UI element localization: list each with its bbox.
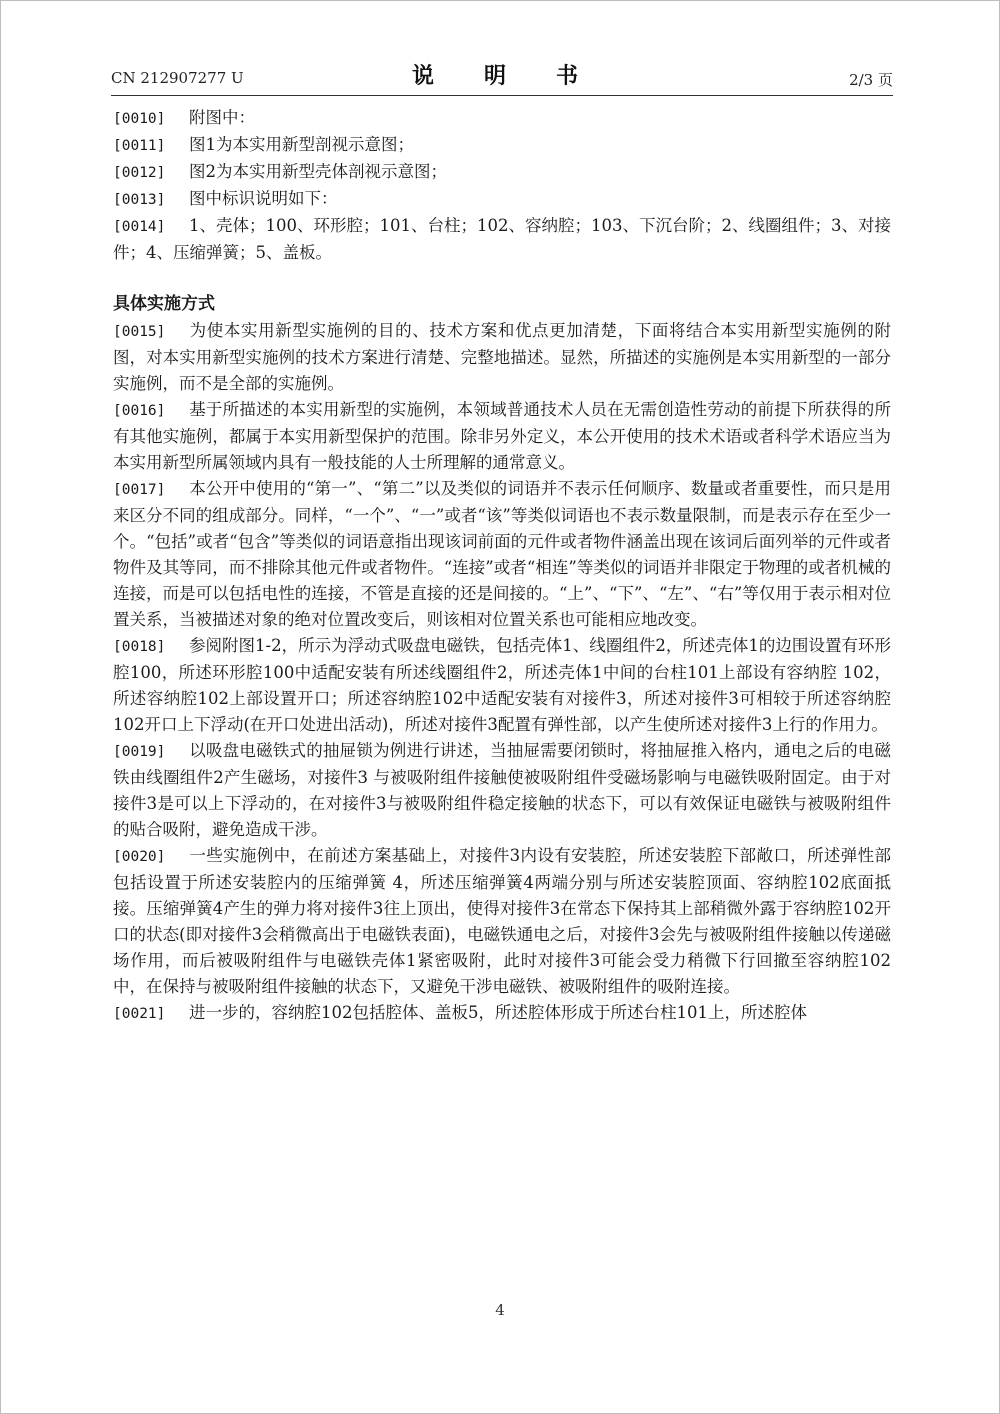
paragraph: [113, 633, 891, 738]
paragraph: [113, 105, 891, 132]
patent-number: CN 212907277 U: [111, 69, 244, 87]
paragraph-text: 参阅附图1-2，所示为浮动式吸盘电磁铁，包括壳体1、线圈组件2，所述壳体1的边围设置有环形腔100，所述环形腔100中适配安装有所述线圈组件2，所述壳体1中间的台柱101上部设有容纳腔 102，所述容纳腔102上部设置开口；所述容纳腔102中适配安装有对接件3，所述对接件3可相较于所述容纳腔102开口上下浮动(在开口处进出活动)，所述对接件3配置有弹性部，以产生使所述对接件3上行的作用力。: [113, 636, 891, 734]
page-indicator: 2/3 页: [849, 71, 893, 89]
section-heading: 具体实施方式: [113, 294, 215, 314]
paragraph: [113, 843, 891, 1000]
paragraph-number: [0019]: [113, 744, 166, 760]
section-gap: [113, 266, 891, 288]
paragraph-text: 一些实施例中，在前述方案基础上，对接件3内设有安装腔，所述安装腔下部敞口，所述弹性部包括设置于所述安装腔内的压缩弹簧 4，所述压缩弹簧4两端分别与所述安装腔顶面、容纳腔102底面抵接。压缩弹簧4产生的弹力将对接件3往上顶出，使得对接件3在常态下保持其上部稍微外露于容纳腔102开口的状态(即对接件3会稍微高出于电磁铁表面)，电磁铁通电之后，对接件3会先与被吸附组件接触以传递磁场作用，而后被吸附组件与电磁铁壳体1紧密吸附，此时对接件3可能会受力稍微下行回撤至容纳腔102中，在保持与被吸附组件接触的状态下，又避免干涉电磁铁、被吸附组件的吸附连接。: [113, 846, 891, 996]
paragraph-text: 进一步的，容纳腔102包括腔体、盖板5，所述腔体形成于所述台柱101上，所述腔体: [189, 1003, 807, 1022]
paragraph: [113, 476, 891, 633]
paragraph-number: [0021]: [113, 1006, 166, 1022]
page-number: 4: [495, 1301, 505, 1319]
paragraph-number: [0015]: [113, 324, 166, 340]
document-body: [113, 105, 891, 1027]
paragraph: [113, 213, 891, 266]
paragraph-text: 1、壳体；100、环形腔；101、台柱；102、容纳腔；103、下沉台阶；2、线圈组件；3、对接件；4、压缩弹簧；5、盖板。: [113, 216, 891, 262]
paragraph-number: [0020]: [113, 849, 166, 865]
page-header: [111, 59, 893, 91]
paragraph-number: [0011]: [113, 138, 166, 154]
paragraph-text: 本公开中使用的“第一”、“第二”以及类似的词语并不表示任何顺序、数量或者重要性，而只是用来区分不同的组成部分。同样，“一个”、“一”或者“该”等类似词语也不表示数量限制，而是表示存在至少一个。“包括”或者“包含”等类似的词语意指出现该词前面的元件或者物件涵盖出现在该词后面列举的元件或者物件及其等同，而不排除其他元件或者物件。“连接”或者“相连”等类似的词语并非限定于物理的或者机械的连接，而是可以包括电性的连接，不管是直接的还是间接的。“上”、“下”、“左”、“右”等仅用于表示相对位置关系，当被描述对象的绝对位置改变后，则该相对位置关系也可能相应地改变。: [113, 479, 891, 629]
paragraph-text: 基于所描述的本实用新型的实施例，本领域普通技术人员在无需创造性劳动的前提下所获得的所有其他实施例，都属于本实用新型保护的范围。除非另外定义，本公开使用的技术术语或者科学术语应当为本实用新型所属领域内具有一般技能的人士所理解的通常意义。: [113, 400, 891, 472]
document-title: 说 明 书: [411, 63, 592, 89]
paragraph: [113, 318, 891, 397]
paragraph: [113, 1000, 891, 1027]
paragraph-number: [0014]: [113, 219, 166, 235]
paragraph-number: [0012]: [113, 165, 166, 181]
header-rule: [111, 95, 893, 96]
paragraph-text: 图中标识说明如下：: [189, 189, 338, 208]
paragraph: [113, 132, 891, 159]
paragraph-text: 图2为本实用新型壳体剖视示意图；: [189, 162, 447, 181]
paragraph-number: [0017]: [113, 482, 166, 498]
paragraph-number: [0018]: [113, 639, 166, 655]
paragraph-text: 附图中：: [189, 108, 255, 127]
paragraph-number: [0016]: [113, 403, 166, 419]
paragraph-text: 以吸盘电磁铁式的抽屉锁为例进行讲述，当抽屉需要闭锁时，将抽屉推入格内，通电之后的电磁铁由线圈组件2产生磁场，对接件3 与被吸附组件接触使被吸附组件受磁场影响与电磁铁吸附固定。由于对接件3是可以上下浮动的，在对接件3与被吸附组件稳定接触的状态下，可以有效保证电磁铁与被吸附组件的贴合吸附，避免造成干涉。: [113, 741, 891, 839]
paragraph: [113, 159, 891, 186]
paragraph-number: [0013]: [113, 192, 166, 208]
paragraph-text: 图1为本实用新型剖视示意图；: [189, 135, 414, 154]
paragraph-text: 为使本实用新型实施例的目的、技术方案和优点更加清楚，下面将结合本实用新型实施例的附图，对本实用新型实施例的技术方案进行清楚、完整地描述。显然，所描述的实施例是本实用新型的一部分实施例，而不是全部的实施例。: [113, 321, 891, 393]
paragraph: [113, 397, 891, 476]
paragraph: [113, 738, 891, 843]
paragraph: [113, 186, 891, 213]
paragraph-number: [0010]: [113, 111, 166, 127]
